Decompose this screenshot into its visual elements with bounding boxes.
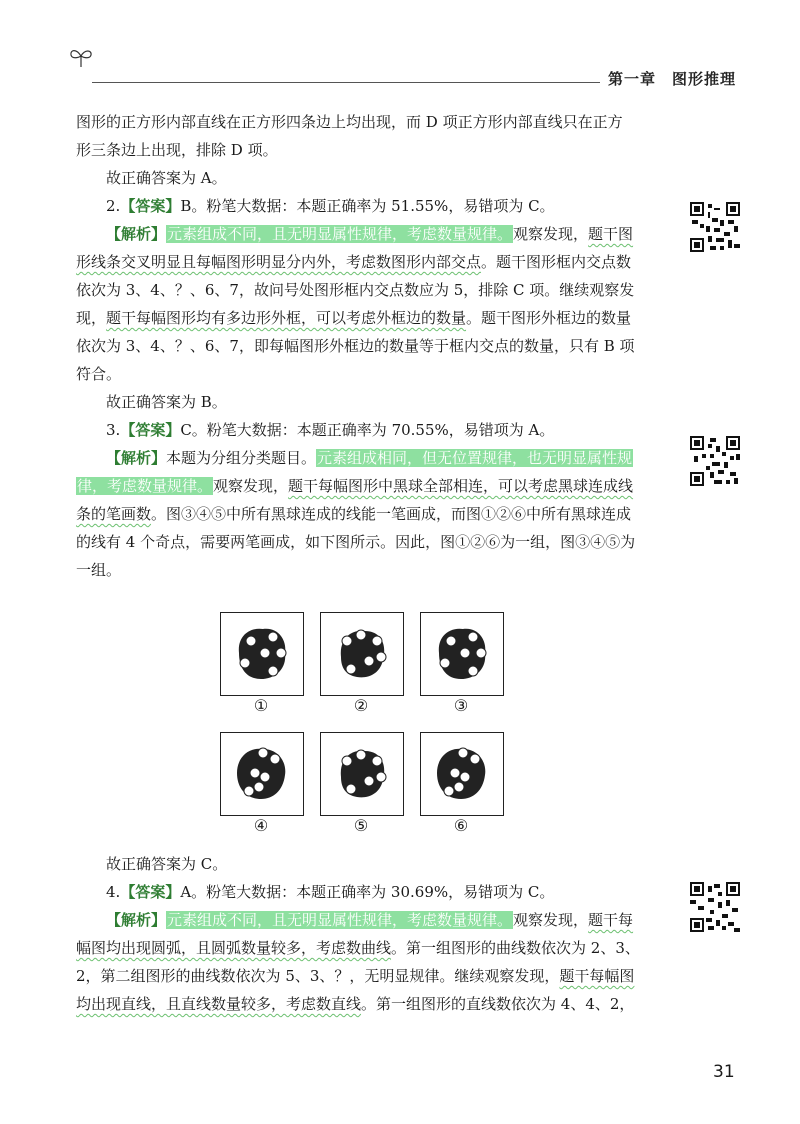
q3-answer: 3.【答案】C。粉笔大数据：本题正确率为 70.55%，易错项为 A。: [106, 421, 555, 439]
main-text: 图形的正方形内部直线在正方形四条边上均出现，而 D 项正方形内部直线只在正方 形三条边上出现，排除 D 项。 故正确答案为 A。 2.【答案】B。粉笔大数据：本题正确率为 51.55%，易错项为 C。 【解析】元素组成不同，且无明显属性规律，考虑数量规律。观察发现，题干图 形线条交叉明显且每幅图形明显分内外，考虑数图形内部交点。题干图形框内交点数 依次为 3、4、？、6、7，故问号处图形框内交点数应为 5，排除 C 项。继续观察发 现，题干每幅图形均有多边形外框，可以考虑外框边的数量。题干图形外框边的数量 依次为 3、4、？、6、7，即每幅图形外框边的数量等于框内交点的数量，只有 B 项 符合。 故正确答案为 B。 3.【答案】C。粉笔大数据：本题正确率为 70.55%，易错项为 A。 【解析】本题为分组分类题目。元素组成相同，但无位置规律，也无明显属性规 律，考虑数量规律。观察发现，题干每幅图形中黑球全部相连，可以考虑黑球连成线 条的笔画数。图③④⑤中所有黑球连成的线能一笔画成，而图①②⑥中所有黑球连成 的线有 4 个奇点，需要两笔画成，如下图所示。因此，图①②⑥为一组，图③④⑤为 一组。: [76, 108, 668, 584]
figure-label-4: ④: [253, 816, 269, 835]
para1-line2: 形三条边上出现，排除 D 项。: [76, 141, 278, 159]
figure-4: [220, 732, 304, 816]
page-header: [0, 0, 800, 100]
figure-label-5: ⑤: [353, 816, 369, 835]
chapter-title: 第一章 图形推理: [608, 70, 737, 88]
sprout-icon: [68, 46, 94, 68]
figure-2: [320, 612, 404, 696]
q4-analysis: 【解析】元素组成不同，且无明显属性规律，考虑数量规律。观察发现，题干每: [106, 911, 634, 929]
figure-1: [220, 612, 304, 696]
answer-line-1: 故正确答案为 A。: [106, 169, 227, 187]
qr-code-icon[interactable]: [690, 882, 740, 932]
para1-line1: 图形的正方形内部直线在正方形四条边上均出现，而 D 项正方形内部直线只在正方: [76, 113, 623, 131]
figure-3: [420, 612, 504, 696]
lower-text: 故正确答案为 C。 4.【答案】A。粉笔大数据：本题正确率为 30.69%，易错项为 C。 【解析】元素组成不同，且无明显属性规律，考虑数量规律。观察发现，题干每 幅图均出现圆弧，且圆弧数量较多，考虑数曲线。第一组图形的曲线数依次为 2、3、 2，第二组图形的曲线数依次为 5、3、？，无明显规律。继续观察发现，题干每幅图 均出现直线，且直线数量较多，考虑数直线。第一组图形的直线数依次为 4、4、2，: [76, 850, 668, 1018]
q4-answer: 4.【答案】A。粉笔大数据：本题正确率为 30.69%，易错项为 C。: [106, 883, 555, 901]
figure-label-2: ②: [353, 696, 369, 715]
figure-label-3: ③: [453, 696, 469, 715]
q3-analysis: 【解析】本题为分组分类题目。元素组成相同，但无位置规律，也无明显属性规: [106, 449, 633, 467]
qr-code-icon[interactable]: [690, 436, 740, 486]
figure-label-6: ⑥: [453, 816, 469, 835]
figure-label-1: ①: [253, 696, 269, 715]
header-rule: [92, 82, 600, 83]
q2-answer: 2.【答案】B。粉笔大数据：本题正确率为 51.55%，易错项为 C。: [106, 197, 555, 215]
figure-group: [220, 612, 580, 842]
qr-code-icon[interactable]: [690, 202, 740, 252]
figure-6: [420, 732, 504, 816]
page-number: 31: [713, 1062, 735, 1082]
q2-analysis: 【解析】元素组成不同，且无明显属性规律，考虑数量规律。观察发现，题干图: [106, 225, 634, 243]
figure-5: [320, 732, 404, 816]
answer-line-2: 故正确答案为 B。: [106, 393, 227, 411]
answer-line-3: 故正确答案为 C。: [106, 855, 228, 873]
